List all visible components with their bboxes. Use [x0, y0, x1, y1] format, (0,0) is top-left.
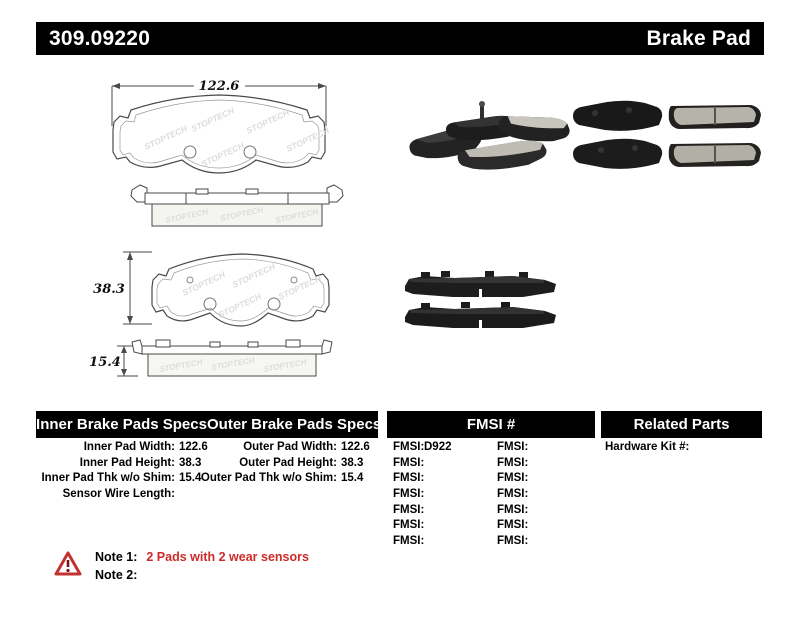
- stoptech-watermark: STOPTECH: [262, 357, 308, 374]
- stoptech-watermark: STOPTECH: [142, 123, 189, 152]
- drawing-top-view: [128, 178, 346, 232]
- spec-row: [200, 441, 370, 457]
- fmsi-row: [393, 441, 452, 457]
- fmsi-row: [497, 504, 528, 520]
- outer-specs-rows: [200, 441, 370, 488]
- inner-specs-title: Inner Brake Pads Specs: [36, 416, 207, 433]
- fmsi-row: [497, 472, 528, 488]
- header-bar: [36, 22, 764, 55]
- warning-triangle-icon: [54, 550, 82, 578]
- stoptech-watermark: STOPTECH: [276, 273, 323, 302]
- fmsi-label: FMSI:: [393, 535, 425, 548]
- spec-row: [200, 457, 370, 473]
- note1-label: Note 1:: [95, 550, 138, 564]
- fmsi-label: FMSI:: [393, 488, 425, 501]
- stoptech-watermark: STOPTECH: [158, 357, 204, 374]
- fmsi-column-1: [393, 441, 452, 551]
- spec-row: [36, 441, 208, 457]
- stoptech-watermark: STOPTECH: [164, 207, 209, 225]
- fmsi-label: FMSI:: [393, 456, 425, 469]
- spec-row: [36, 472, 208, 488]
- inner-specs-rows: [36, 441, 208, 504]
- fmsi-label: FMSI:: [393, 503, 425, 516]
- stoptech-watermark: STOPTECH: [199, 140, 246, 169]
- stoptech-watermark: STOPTECH: [189, 105, 236, 134]
- stoptech-watermark: STOPTECH: [284, 125, 331, 154]
- fmsi-row: [393, 457, 452, 473]
- spec-value: 15.4: [341, 472, 364, 485]
- fmsi-label: FMSI:: [393, 519, 425, 532]
- spec-label: Inner Pad Height:: [79, 456, 175, 469]
- spec-value: 38.3: [179, 456, 202, 469]
- drawing-front-inner: [92, 240, 340, 332]
- hardware-kit-label: Hardware Kit #:: [605, 441, 690, 453]
- fmsi-label: FMSI:: [393, 472, 425, 485]
- fmsi-row: [497, 519, 528, 535]
- spec-row: [200, 472, 370, 488]
- fmsi-column-2: [497, 441, 528, 551]
- part-number: 309.09220: [49, 26, 151, 50]
- fmsi-label: FMSI:: [497, 519, 529, 532]
- spec-label: Outer Pad Width:: [243, 441, 337, 453]
- fmsi-label: FMSI:: [393, 441, 425, 453]
- photo-pads-flat: [565, 96, 767, 180]
- drawing-side-view: [90, 326, 345, 384]
- fmsi-row: [497, 457, 528, 473]
- stoptech-watermark: STOPTECH: [274, 207, 319, 225]
- spec-value: 38.3: [341, 456, 364, 469]
- product-type: Brake Pad: [646, 26, 751, 50]
- fmsi-row: [393, 504, 452, 520]
- spec-value: 122.6: [341, 441, 370, 453]
- spec-label: Outer Pad Height:: [239, 456, 337, 469]
- fmsi-header-bar: [387, 411, 595, 438]
- stoptech-watermark: STOPTECH: [219, 205, 264, 223]
- fmsi-label: FMSI:: [497, 456, 529, 469]
- fmsi-value: D922: [424, 441, 452, 453]
- note-2: [95, 568, 146, 582]
- width-dimension-label: 122.6: [198, 79, 240, 94]
- fmsi-row: [393, 535, 452, 551]
- fmsi-label: FMSI:: [497, 472, 529, 485]
- fmsi-label: FMSI:: [497, 441, 529, 453]
- stoptech-watermark: STOPTECH: [230, 261, 277, 290]
- related-parts-rows: [605, 441, 693, 457]
- outer-specs-title: Outer Brake Pads Specs: [207, 416, 382, 433]
- fmsi-row: [497, 488, 528, 504]
- specs-header-bar: [36, 411, 382, 438]
- stoptech-watermark: STOPTECH: [244, 107, 291, 136]
- spec-label: Outer Pad Thk w/o Shim:: [200, 472, 337, 485]
- spec-value: 122.6: [179, 441, 208, 453]
- fmsi-label: FMSI:: [497, 535, 529, 548]
- fmsi-row: [497, 441, 528, 457]
- fmsi-row: [393, 472, 452, 488]
- fmsi-title: FMSI #: [466, 416, 516, 433]
- spec-label: Sensor Wire Length:: [62, 488, 175, 501]
- spec-row: [36, 457, 208, 473]
- fmsi-label: FMSI:: [497, 503, 529, 516]
- note-1: [95, 550, 309, 564]
- fmsi-row: [393, 519, 452, 535]
- spec-row: [36, 488, 208, 504]
- fmsi-row: [393, 488, 452, 504]
- related-parts-title: Related Parts: [633, 416, 730, 433]
- drawing-front-outer: [98, 72, 340, 178]
- related-row: [605, 441, 693, 457]
- spec-value: 15.4: [179, 472, 202, 485]
- related-parts-header-bar: [601, 411, 762, 438]
- photo-pads-edge: [393, 256, 571, 340]
- note1-text: 2 Pads with 2 wear sensors: [146, 550, 309, 564]
- photo-pads-angled: [398, 98, 580, 180]
- fmsi-row: [497, 535, 528, 551]
- spec-label: Inner Pad Thk w/o Shim:: [41, 472, 175, 485]
- fmsi-label: FMSI:: [497, 488, 529, 501]
- stoptech-watermark: STOPTECH: [210, 355, 256, 372]
- note2-label: Note 2:: [95, 568, 138, 582]
- stoptech-watermark: STOPTECH: [216, 291, 263, 320]
- stoptech-watermark: STOPTECH: [180, 269, 227, 298]
- height-dimension-label: 38.3: [93, 282, 125, 297]
- thickness-dimension-label: 15.4: [90, 355, 121, 370]
- spec-label: Inner Pad Width:: [83, 441, 175, 453]
